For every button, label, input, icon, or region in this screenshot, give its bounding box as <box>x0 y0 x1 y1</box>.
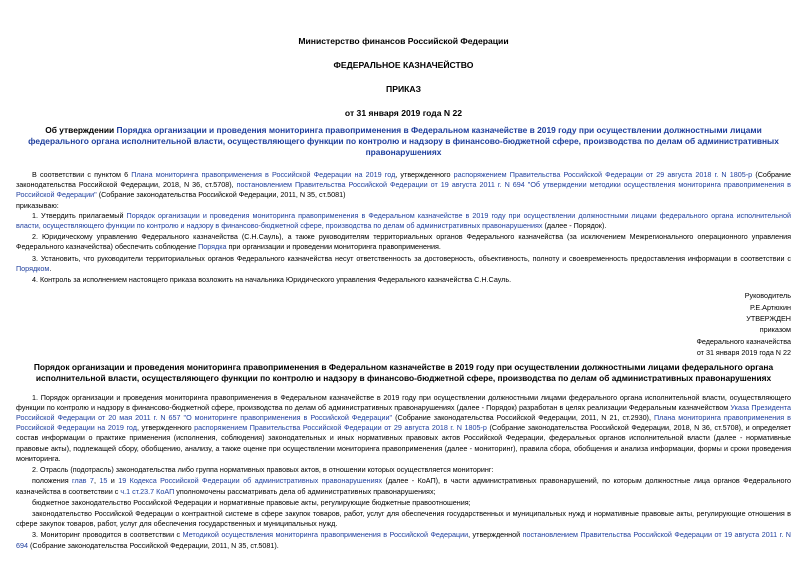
body-1-text-a: 1. Порядок организации и проведения мониторинга правоприменения в Федеральном казначействе в 2019 году при осуществлении должностными лицами федерального органа исполнительной власти, осуществляющего функции по контролю и надзору в финансово-бюджетной сфере, производства по делам об административных правонарушениях (далее - Порядок) разработан в целях реализации Федеральным казначейством <box>16 392 791 412</box>
procedure-section-title: Порядок организации и проведения мониторинга правоприменения в Федеральном казначействе в 2019 году при осуществлении должностными лицами федерального органа исполнительной власти, осуществляющего функции по контролю и надзору в финансово-бюджетной сфере, производства по делам об административных правонарушениях <box>33 361 774 383</box>
document-page <box>16 0 791 551</box>
body-2-1-text-b: (далее - КоАП), в части административных правонарушений, по которым должностные лица органов Федерального казначейства в соответствии с <box>16 476 791 496</box>
item-1 <box>16 211 791 231</box>
body-3-text-a: 3. Мониторинг проводится в соответствии с <box>32 530 183 540</box>
procedure-link-2[interactable]: Порядка <box>198 242 227 252</box>
order-word: приказываю: <box>16 200 59 210</box>
koap-link[interactable]: 19 Кодекса Российской Федерации об административных правонарушениях <box>118 476 383 486</box>
decree-657-link[interactable]: Указа Президента Российской Федерации от 20 мая 2011 г. N 657 "О мониторинге правоприменения в Российской Федерации" <box>16 402 792 423</box>
chapter-7-link[interactable]: глав 7 <box>72 476 94 486</box>
resolution-694-link[interactable]: постановлением Правительства Российской Федерации от 19 августа 2011 г. N 694 "Об утверждении методики осуществления мониторинга правоприменения в Российской Федерации" <box>16 180 792 200</box>
plan-link-2[interactable]: Плана мониторинга правоприменения в Российской Федерации на 2019 год <box>16 413 792 433</box>
body-item-3 <box>16 530 791 550</box>
plan-link[interactable]: Плана мониторинга правоприменения в Российской Федерации на 2019 год <box>131 170 396 179</box>
item-3-text-a: 3. Установить, что руководители территориальных органов Федерального казначейства несут ответственность за достоверность, объективность, полноту и своевременность предоставления информации в соответствии с <box>32 253 791 263</box>
body-2-1-text-c: уполномочены рассматривать дела об административных правонарушениях; <box>174 486 436 496</box>
preamble-text-1: В соответствии с пунктом 6 <box>32 170 132 179</box>
ministry-heading: Министерство финансов Российской Федерации <box>298 36 509 46</box>
approved-line-2: приказом <box>759 325 791 335</box>
order-title-prefix: Об утверждении <box>45 125 117 135</box>
body-item-2-3: законодательство Российской Федерации о контрактной системе в сфере закупок товаров, работ, услуг для обеспечения государственных и муниципальных нужд и нормативные правовые акты, регулирующие отношения в сфере закупок товаров, работ, услуг для обеспечения государственных и муниципальных нужд. <box>16 508 791 529</box>
resolution-694-link-2[interactable]: постановлением Правительства Российской Федерации от 19 августа 2011 г. N 694 <box>16 530 791 550</box>
body-item-2: 2. Отрасль (подотрасль) законодательства либо группа нормативных правовых актов, в отношении которых осуществляется мониторинг: <box>32 465 494 475</box>
item-1-text-b: (далее - Порядок). <box>542 221 607 231</box>
approved-line-1: УТВЕРЖДЕН <box>746 314 791 324</box>
body-2-1-sep-1: , <box>93 476 100 486</box>
body-3-text-c: (Собрание законодательства Российской Федерации, 2011, N 35, ст.5081). <box>28 540 279 550</box>
koap-article-link[interactable]: ч.1 ст.23.7 КоАП <box>120 486 175 496</box>
item-2-text-a: 2. Юридическому управлению Федерального казначейства (С.Н.Сауль), а также руководителям территориальных органов Федерального казначейства (за исключением Межрегионального операционного управления Федерального казначейства) обеспечить соблюдение <box>16 232 791 252</box>
doc-date-heading: от 31 января 2019 года N 22 <box>344 108 463 118</box>
preamble-paragraph <box>16 170 791 201</box>
item-3 <box>16 254 791 274</box>
body-2-1-text-a: положения <box>32 476 73 486</box>
preamble-text-4: (Собрание законодательства Российской Федерации, 2011, N 35, ст.5081) <box>96 190 346 200</box>
procedure-link-3[interactable]: Порядком <box>16 263 50 273</box>
body-item-1 <box>16 393 791 464</box>
doc-type-heading: ПРИКАЗ <box>386 84 421 94</box>
item-2 <box>16 232 791 252</box>
item-4: 4. Контроль за исполнением настоящего приказа возложить на начальника Юридического управления Федерального казначейства С.Н.Сауль. <box>32 275 512 285</box>
preamble-text-2: , утвержденного <box>395 170 454 179</box>
chapter-15-link[interactable]: 15 <box>99 476 108 486</box>
decree-1805-link[interactable]: распоряжением Правительства Российской Федерации от 29 августа 2018 г. N 1805-р <box>453 170 753 179</box>
approved-line-4: от 31 января 2019 года N 22 <box>696 348 791 358</box>
decree-1805-link-2[interactable]: распоряжением Правительства Российской Федерации от 29 августа 2018 г. N 1805-р <box>194 423 487 433</box>
item-3-text-b: . <box>49 263 52 273</box>
methodology-link[interactable]: Методикой осуществления мониторинга правоприменения в Российской Федерации <box>182 530 469 540</box>
procedure-link[interactable]: Порядок организации и проведения мониторинга правоприменения в Федеральном казначействе в 2019 году при осуществлении должностными лицами федерального органа исполнительной власти, осуществляющего функции по контролю и надзору в финансово-бюджетной сфере, производства по делам об административных правонарушениях <box>16 210 791 231</box>
preamble-text-3: (Собрание законодательства Российской Федерации, 2018, N 36, ст.5708), <box>16 170 791 190</box>
body-item-2-1 <box>16 476 791 496</box>
approved-line-3: Федерального казначейства <box>696 336 791 346</box>
item-1-text-a: 1. Утвердить прилагаемый <box>32 210 127 220</box>
signature-block <box>16 290 791 358</box>
body-1-text-d: (Собрание законодательства Российской Федерации, 2018, N 36, ст.5708), и определяет состав информации о практике применения (исполнения, соблюдения) законодательных и иных нормативных правовых актов Российской Федерации, федеральных органов исполнительной власти (далее - нормативные правовые акты), подлежащей сбору, обобщению, анализу, а также оценке при осуществлении мониторинга правоприменения (далее - мониторинг), правила сбора, обобщения и анализа информации, формы и сроки проведения мониторинга. <box>16 423 791 463</box>
item-2-text-b: при организации и проведении мониторинга правоприменения. <box>226 242 441 252</box>
order-title <box>16 125 791 158</box>
body-3-text-b: , утвержденной <box>468 530 523 540</box>
order-title-link[interactable]: Порядка организации и проведения мониторинга правоприменения в Федеральном казначействе в 2019 году при осуществлении должностными лицами федерального органа исполнительной власти, осуществляющего функции по контролю и надзору в финансово-бюджетной сфере, производства по делам об административных правонарушениях <box>28 125 779 157</box>
agency-heading: ФЕДЕРАЛЬНОЕ КАЗНАЧЕЙСТВО <box>333 60 474 70</box>
body-item-2-2: бюджетное законодательство Российской Федерации и нормативные правовые акты, регулирующие бюджетные правоотношения; <box>32 497 471 507</box>
signature-name: Р.Е.Артюхин <box>749 302 791 312</box>
signature-position: Руководитель <box>744 291 791 301</box>
body-1-text-b: (Собрание законодательства Российской Федерации, 2011, N 21, ст.2930), <box>392 413 654 423</box>
body-1-text-c: , утвержденного <box>136 423 195 433</box>
body-2-1-sep-2: и <box>107 476 119 486</box>
